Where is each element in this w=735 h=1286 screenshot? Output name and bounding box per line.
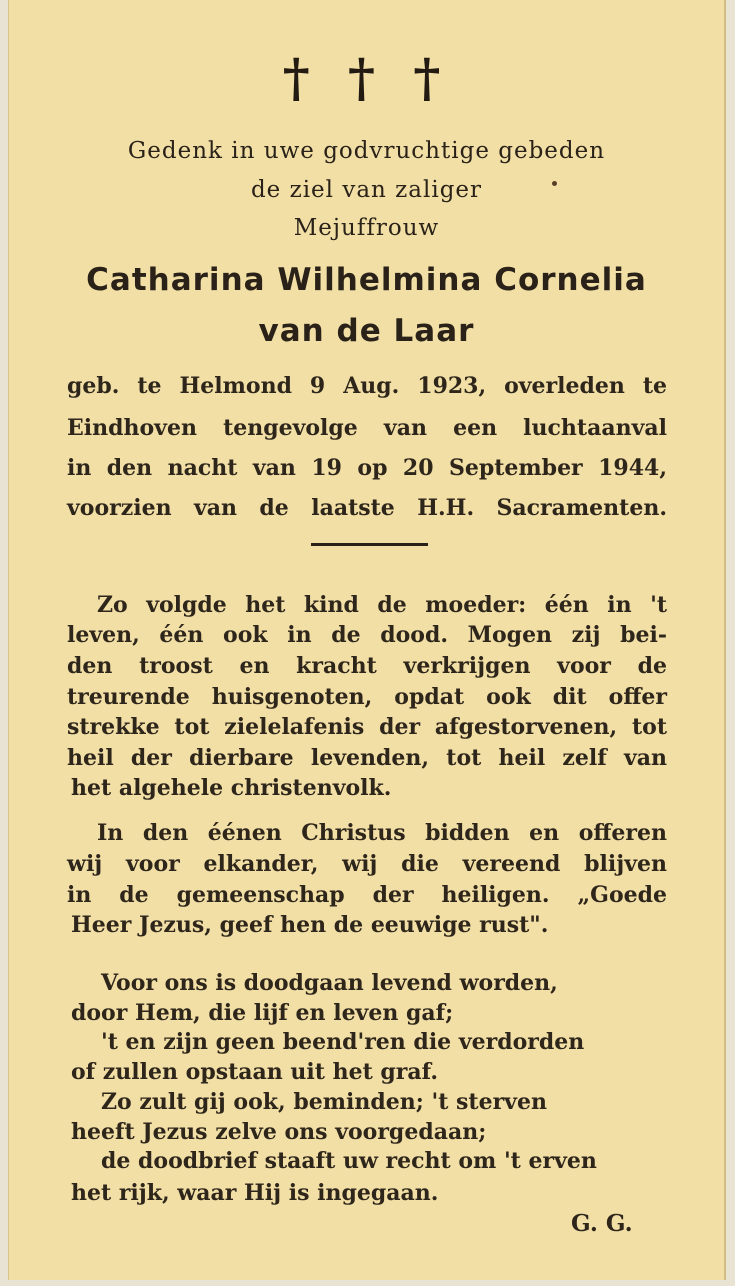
poem-line: het rijk, waar Hij is ingegaan.: [71, 1180, 439, 1206]
poem-line: Zo zult gij ook, beminden; 't sterven: [101, 1089, 547, 1115]
paragraph-line: leven, één ook in de dood. Mogen zij bei-: [67, 622, 667, 648]
poem-line: of zullen opstaan uit het graf.: [71, 1059, 438, 1085]
intro-line: Gedenk in uwe godvruchtige gebeden: [127, 138, 606, 164]
poem-line: de doodbrief staaft uw recht om 't erven: [101, 1148, 597, 1174]
bio-line: voorzien van de laatste H.H. Sacramenten.: [67, 495, 667, 521]
poem-line: heeft Jezus zelve ons voorgedaan;: [71, 1119, 487, 1145]
paragraph-line: heil der dierbare levenden, tot heil zelf van: [67, 745, 667, 771]
paragraph-line: den troost en kracht verkrijgen voor de: [67, 653, 667, 679]
bio-line: in den nacht van 19 op 20 September 1944,: [67, 455, 667, 481]
bio-line: geb. te Helmond 9 Aug. 1923, overleden te: [67, 373, 667, 399]
poem-line: door Hem, die lijf en leven gaf;: [71, 1000, 454, 1026]
poem-line: 't en zijn geen beend'ren die verdorden: [101, 1029, 585, 1055]
bio-line: Eindhoven tengevolge van een luchtaanval: [67, 415, 667, 441]
signature-initials: G. G.: [571, 1210, 633, 1237]
paragraph-line: Zo volgde het kind de moeder: één in 't: [97, 592, 667, 618]
paragraph-line: in de gemeenschap der heiligen. „Goede: [67, 882, 667, 908]
three-crosses-icon: † † †: [282, 48, 451, 109]
intro-line: de ziel van zaliger: [250, 177, 483, 203]
paragraph-line: wij voor elkander, wij die vereend blijven: [67, 851, 667, 877]
deceased-surname: van de Laar: [258, 313, 475, 349]
paragraph-line: treurende huisgenoten, opdat ook dit offer: [67, 684, 667, 710]
poem-line: Voor ons is doodgaan levend worden,: [101, 970, 558, 996]
paragraph-line: Heer Jezus, geef hen de eeuwige rust".: [71, 912, 549, 938]
paragraph-line: strekke tot zielelafenis der afgestorvenen, tot: [67, 714, 667, 740]
ink-speck: [552, 181, 557, 186]
intro-line: Mejuffrouw: [293, 215, 440, 241]
paragraph-line: In den éénen Christus bidden en offeren: [97, 820, 667, 846]
memorial-card: [8, 0, 726, 1280]
paragraph-line: het algehele christenvolk.: [71, 775, 392, 801]
divider: [311, 543, 428, 546]
deceased-name: Catharina Wilhelmina Cornelia: [86, 262, 647, 298]
